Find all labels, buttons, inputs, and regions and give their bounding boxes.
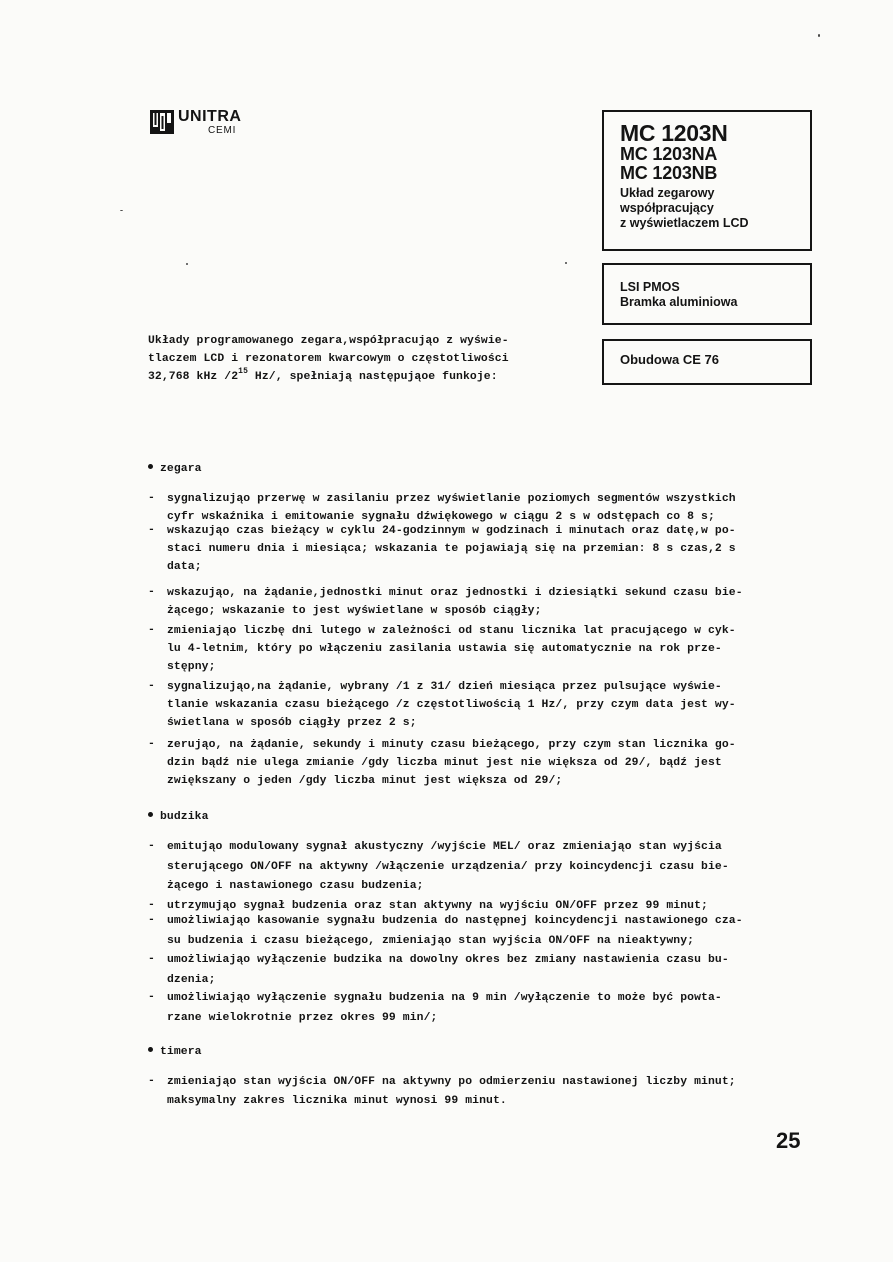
- list-item-line: wskazująo czas bieżący w cyklu 24-godzinnym w godzinach i minutach oraz datę,w po-: [167, 525, 736, 537]
- bullet-icon: [148, 1047, 153, 1052]
- list-item-text: [167, 1073, 736, 1111]
- technology-box: [602, 263, 812, 325]
- chip-description-line: współpracujący: [620, 201, 714, 215]
- intro-line-end: Hz/, spełniają następująoe funkoje:: [247, 371, 498, 383]
- list-item-text: [167, 951, 729, 990]
- section-heading-text: timera: [160, 1046, 202, 1058]
- list-item-line: lu 4-letnim, który po włączeniu zasilania ustawia się automatycznie na rok prze-: [167, 643, 722, 655]
- section-heading-alarm: [148, 809, 209, 825]
- list-item-line: umożliwiająo wyłączenie sygnału budzenia na 9 min /wyłączenie to może być powta-: [167, 992, 722, 1004]
- list-item-line: data;: [167, 561, 202, 573]
- list-item-line: dzenia;: [167, 973, 216, 986]
- list-item-text: [167, 736, 736, 790]
- unitra-logo-icon: [150, 110, 174, 134]
- title-box: [602, 110, 812, 251]
- list-item-line: zwiększany o jeden /gdy liczba minut jest większa od 29/;: [167, 775, 563, 787]
- section-heading-text: zegara: [160, 463, 202, 475]
- section-heading-text: budzika: [160, 811, 209, 823]
- gate-line: Bramka aluminiowa: [620, 295, 738, 309]
- list-item-line: sygnalizująo przerwę w zasilaniu przez wyświetlanie poziomych segmentów wszystkich: [167, 493, 736, 505]
- dash-marker: -: [148, 899, 155, 911]
- dash-marker: -: [148, 1075, 155, 1087]
- list-item-line: zerująo, na żądanie, sekundy i minuty czasu bieżącego, przy czym stan licznika go-: [167, 739, 736, 751]
- list-item-line: umożliwiająo wyłączenie budzika na dowolny okres bez zmiany nastawienia czasu bu-: [167, 954, 729, 966]
- list-item-line: emitująo modulowany sygnał akustyczny /wyjście MEL/ oraz zmieniająo stan wyjścia: [167, 841, 722, 853]
- dash-marker: -: [148, 524, 155, 536]
- scan-speck: [186, 263, 188, 265]
- list-item-line: cyfr wskaźnika i emitowanie sygnału dźwiękowego w ciągu 2 s w odstępach co 8 s;: [167, 511, 715, 523]
- package-box: [602, 339, 812, 385]
- list-item-line: sterującego ON/OFF na aktywny /włączenie urządzenia/ przy koincydencji czasu bie-: [167, 860, 729, 873]
- dash-marker: -: [148, 840, 155, 852]
- list-item-line: umożliwiająo kasowanie sygnału budzenia do następnej koincydencji nastawionego cza-: [167, 915, 743, 927]
- dash-marker: -: [148, 492, 155, 504]
- list-item-line: żącego i nastawionego czasu budzenia;: [167, 880, 424, 892]
- dash-marker: -: [148, 914, 155, 926]
- bullet-icon: [148, 464, 153, 469]
- list-item-text: [167, 838, 729, 897]
- intro-frequency: 32,768 kHz /2: [148, 371, 239, 383]
- dash-marker: -: [148, 738, 155, 750]
- dash-marker: -: [148, 991, 155, 1003]
- list-item-text: [167, 522, 736, 576]
- logo-subbrand: CEMI: [208, 125, 237, 136]
- technology-line: LSI PMOS: [620, 280, 680, 294]
- intro-line: [148, 368, 509, 386]
- list-item-line: świetlana w sposób ciągły przez 2 s;: [167, 717, 417, 729]
- list-item-line: tlanie wskazania czasu bieżącego /z częstotliwością 1 Hz/, przy czym data jest wy-: [167, 699, 736, 711]
- dash-marker: -: [148, 953, 155, 965]
- list-item-line: sygnalizująo,na żądanie, wybrany /1 z 31/ dzień miesiąca przez pulsujące wyświe-: [167, 681, 722, 693]
- section-heading-clock: [148, 461, 202, 477]
- list-item-line: zmieniająo stan wyjścia ON/OFF na aktywny po odmierzeniu nastawionej liczby minut;: [167, 1076, 736, 1088]
- bullet-icon: [148, 812, 153, 817]
- list-item-line: maksymalny zakres licznika minut wynosi 99 minut.: [167, 1095, 507, 1107]
- list-item-line: dzin bądź nie ulega zmianie /gdy liczba minut jest nie większa od 29/, bądź jest: [167, 757, 722, 769]
- package-label: Obudowa CE 76: [620, 352, 719, 367]
- list-item-text: [167, 622, 736, 676]
- scan-speck: [818, 34, 820, 37]
- list-item-text: [167, 584, 743, 620]
- intro-exponent: 15: [238, 367, 248, 376]
- dash-marker: -: [148, 624, 155, 636]
- model-mc1203na: MC 1203NA: [620, 144, 718, 164]
- chip-description: [620, 186, 810, 231]
- intro-paragraph: [148, 332, 509, 386]
- section-heading-timer: [148, 1044, 202, 1060]
- scan-speck: [565, 262, 567, 264]
- scan-speck: [120, 210, 123, 211]
- chip-description-line: Układ zegarowy: [620, 186, 715, 200]
- list-item-text: [167, 912, 743, 951]
- list-item-text: [167, 678, 736, 732]
- model-mc1203nb: MC 1203NB: [620, 163, 718, 183]
- list-item-line: stępny;: [167, 661, 216, 673]
- page-number: 25: [776, 1128, 801, 1153]
- list-item-line: wskazująo, na żądanie,jednostki minut oraz jednostki i dziesiątki sekund czasu bie-: [167, 587, 743, 599]
- list-item-text: [167, 490, 736, 526]
- dash-marker: -: [148, 680, 155, 692]
- dash-marker: -: [148, 586, 155, 598]
- list-item-line: rzane wielokrotnie przez okres 99 min/;: [167, 1011, 438, 1024]
- unitra-cemi-logo: [150, 108, 260, 136]
- logo-brand: UNITRA: [178, 108, 242, 125]
- list-item-line: staci numeru dnia i miesiąca; wskazania te pojawiają się na przemian: 8 s czas,2 s: [167, 543, 736, 555]
- intro-line: tlaczem LCD i rezonatorem kwarcowym o częstotliwości: [148, 353, 509, 365]
- list-item-line: su budzenia i czasu bieżącego, zmieniająo stan wyjścia ON/OFF na nieaktywny;: [167, 934, 695, 947]
- chip-description-line: z wyświetlaczem LCD: [620, 216, 749, 230]
- list-item-text: [167, 989, 722, 1028]
- intro-line: Układy programowanego zegara,współpracująo z wyświe-: [148, 335, 509, 347]
- list-item-line: żącego; wskazanie to jest wyświetlane w sposób ciągły;: [167, 605, 542, 617]
- model-mc1203n: MC 1203N: [620, 120, 728, 146]
- list-item-line: zmieniająo liczbę dni lutego w zależności od stanu licznika lat pracującego w cyk-: [167, 625, 736, 637]
- list-item-line: utrzymująo sygnał budzenia oraz stan aktywny na wyjściu ON/OFF przez 99 minut;: [167, 900, 708, 912]
